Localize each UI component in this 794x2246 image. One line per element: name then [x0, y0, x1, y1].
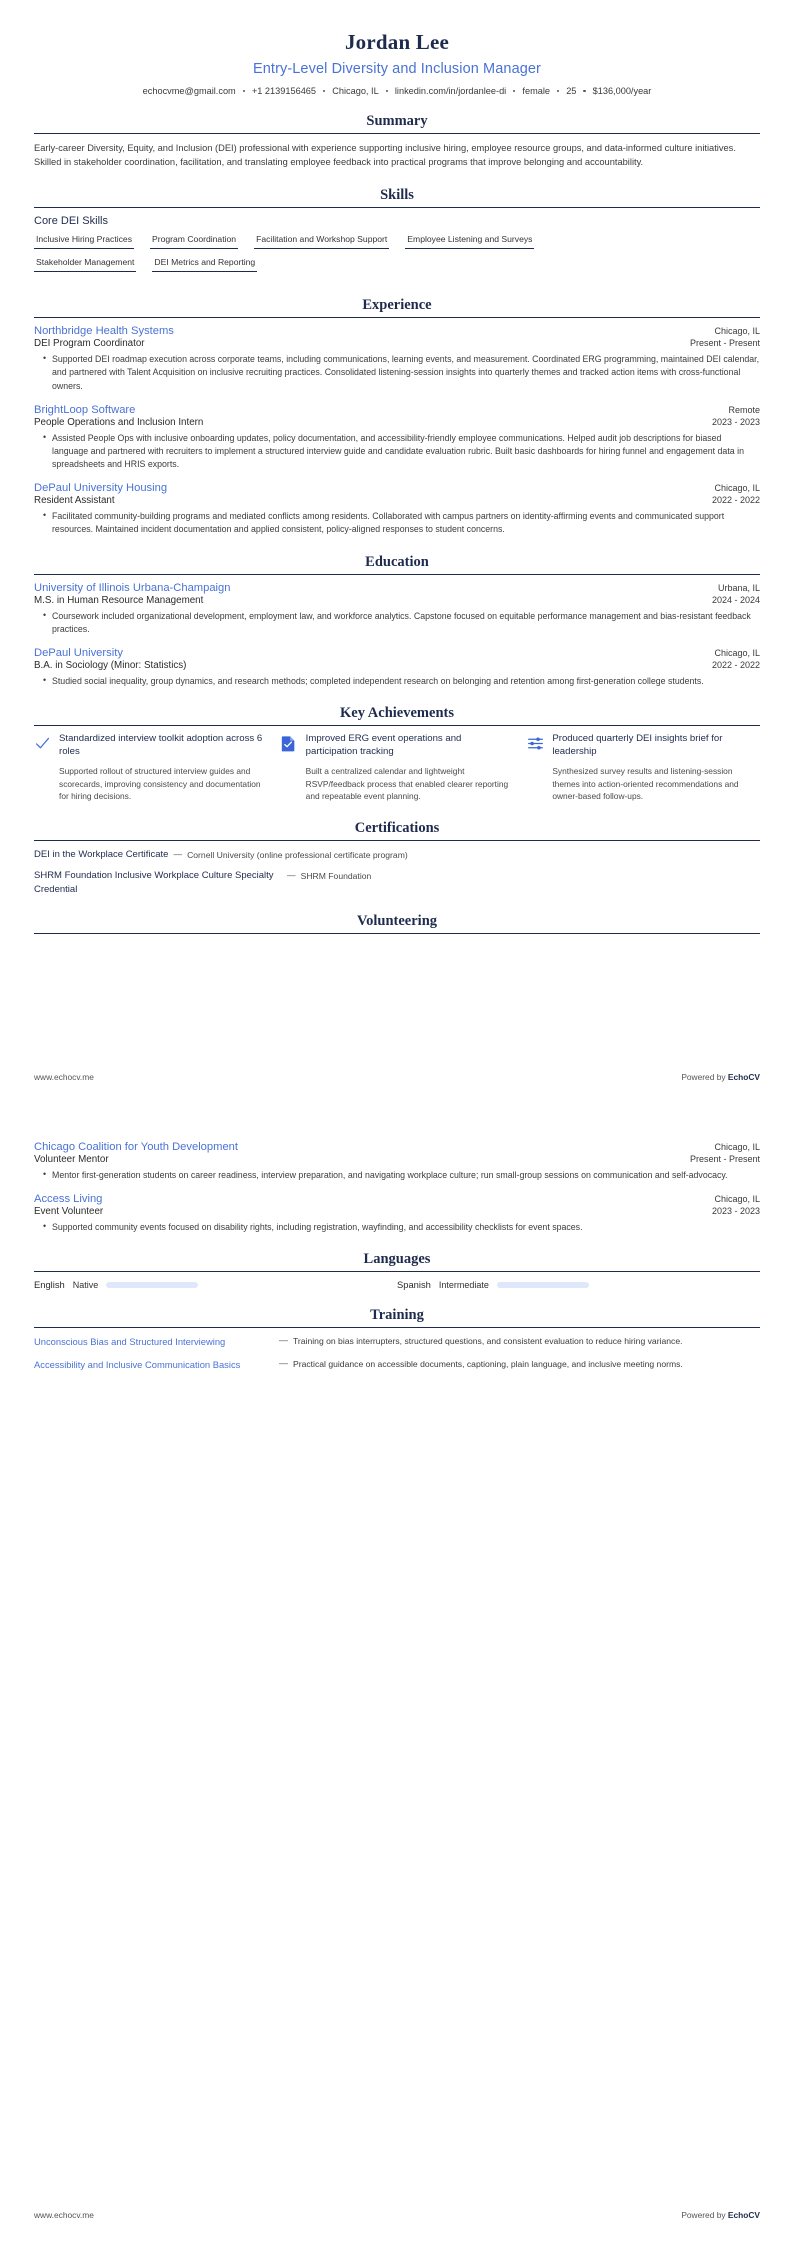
- section-divider: [34, 1327, 760, 1328]
- skill-chip: Employee Listening and Surveys: [405, 234, 534, 249]
- contact-gender: female: [522, 86, 550, 96]
- document-check-icon: [281, 733, 298, 803]
- volunteering-location: Chicago, IL: [714, 1194, 760, 1205]
- experience-role: DEI Program Coordinator: [34, 338, 145, 350]
- education-location: Urbana, IL: [717, 582, 760, 593]
- training-description: Training on bias interrupters, structured questions, and consistent evaluation to reduce hiring variance.: [293, 1336, 683, 1347]
- bullet-item: • Assisted People Ops with inclusive onboarding updates, policy documentation, and accessibility-friendly employee communications. Helped audit job descriptions for biased language and partnered with recruiters to implement a structured interview guide and candidate evaluation rubric. Built basic dashboards for hiring funnel and engagement data in spreadsheets and HRIS exports.: [45, 432, 760, 472]
- volunteering-organization[interactable]: Chicago Coalition for Youth Development: [34, 1141, 238, 1153]
- languages-list: [34, 1279, 760, 1290]
- language-level: Native: [72, 1279, 99, 1290]
- sliders-icon: [527, 733, 544, 803]
- education-location: Chicago, IL: [714, 648, 760, 659]
- experience-company[interactable]: DePaul University Housing: [34, 482, 168, 495]
- achievement-title: Improved ERG event operations and participation tracking: [305, 733, 462, 758]
- skill-chip: Stakeholder Management: [34, 257, 136, 272]
- language-name: Spanish: [397, 1279, 431, 1291]
- section-education: [34, 554, 760, 689]
- section-title-experience: Experience: [362, 297, 432, 314]
- page-footer: [34, 1062, 760, 1082]
- training-description: Practical guidance on accessible documents, captioning, plain language, and inclusive meeting norms.: [293, 1358, 683, 1369]
- achievement-description: Supported rollout of structured interview guides and scorecards, improving consistency and documentation for hiring decisions.: [59, 766, 261, 802]
- language-name: English: [34, 1279, 65, 1291]
- experience-dates: 2022 - 2022: [711, 495, 760, 506]
- volunteering-dates: Present - Present: [689, 1154, 760, 1164]
- footer-branding: [681, 2210, 760, 2220]
- footer-website[interactable]: www.echocv.me: [34, 1072, 94, 1082]
- achievement-title: Produced quarterly DEI insights brief for leadership: [552, 733, 723, 758]
- education-degree: B.A. in Sociology (Minor: Statistics): [34, 660, 187, 672]
- certification-item: [34, 869, 760, 896]
- training-dash: —: [279, 1357, 288, 1368]
- training-dash: —: [279, 1335, 288, 1346]
- footer-brand-name: EchoCV: [727, 2210, 760, 2220]
- check-icon: [34, 733, 51, 803]
- experience-location: Chicago, IL: [714, 483, 760, 494]
- certification-dash: —: [173, 848, 183, 859]
- candidate-job-title: Entry-Level Diversity and Inclusion Manager: [253, 61, 541, 77]
- section-title-key-achievements: Key Achievements: [340, 705, 454, 722]
- experience-company[interactable]: BrightLoop Software: [34, 403, 136, 416]
- section-title-skills: Skills: [380, 186, 414, 203]
- section-divider: [34, 574, 760, 575]
- section-title-languages: Languages: [363, 1251, 431, 1268]
- volunteering-bullets: [34, 1221, 760, 1234]
- section-volunteering-heading: [34, 913, 760, 934]
- contact-line: [34, 86, 760, 96]
- section-title-education: Education: [365, 553, 429, 570]
- volunteering-location: Chicago, IL: [714, 1142, 760, 1152]
- education-entry: [34, 582, 760, 636]
- experience-entry: [34, 482, 760, 536]
- contact-location: Chicago, IL: [332, 86, 379, 96]
- education-degree: M.S. in Human Resource Management: [34, 594, 204, 606]
- section-divider: [34, 207, 760, 208]
- contact-salary: $136,000/year: [592, 86, 652, 96]
- section-summary: [34, 113, 760, 170]
- section-title-summary: Summary: [366, 113, 428, 129]
- volunteering-dates: 2023 - 2023: [711, 1206, 760, 1217]
- experience-role: Resident Assistant: [34, 495, 115, 507]
- experience-location: Remote: [728, 404, 760, 415]
- skills-list: [34, 257, 760, 280]
- candidate-name: Jordan Lee: [344, 30, 450, 54]
- certification-issuer: Cornell University (online professional certificate program): [187, 849, 408, 860]
- experience-entry: [34, 404, 760, 472]
- training-item: [34, 1358, 760, 1371]
- contact-email[interactable]: echocvme@gmail.com: [142, 86, 236, 96]
- bullet-item: • Facilitated community-building programs and mediated conflicts among residents. Collaborated with campus partners on identity-affirming events and communicated support resources. Maintained incident documentation and applied consistent, policy-aligned responses to student concerns.: [45, 510, 760, 536]
- education-entry: [34, 647, 760, 688]
- skills-category-label: Core DEI Skills: [34, 214, 108, 227]
- section-divider: [34, 1271, 760, 1272]
- language-proficiency-bar: [106, 1282, 198, 1288]
- certification-item: [34, 848, 760, 861]
- language-item: [397, 1279, 760, 1290]
- education-dates: 2024 - 2024: [711, 594, 760, 605]
- section-experience: [34, 297, 760, 537]
- volunteering-entry: [34, 1141, 760, 1182]
- key-achievements-grid: [34, 733, 760, 803]
- experience-role: People Operations and Inclusion Intern: [34, 416, 204, 428]
- certification-dash: —: [287, 870, 296, 881]
- contact-linkedin[interactable]: linkedin.com/in/jordanlee-di: [394, 86, 507, 96]
- section-certifications: [34, 820, 760, 896]
- key-achievement-item: [281, 733, 514, 803]
- experience-dates: Present - Present: [689, 338, 760, 349]
- contact-age: 25: [566, 86, 577, 96]
- language-level: Intermediate: [438, 1279, 489, 1290]
- section-volunteering: [34, 1123, 760, 1234]
- key-achievement-item: [34, 733, 267, 803]
- volunteering-organization[interactable]: Access Living: [34, 1193, 103, 1206]
- contact-phone[interactable]: +1 2139156465: [251, 86, 317, 96]
- skills-list: [34, 234, 760, 257]
- bullet-item: • Coursework included organizational development, employment law, and workforce analytics. Capstone focused on equitable performance management and bias-resistant feedback practices.: [45, 610, 760, 636]
- education-dates: 2022 - 2022: [711, 660, 760, 671]
- experience-bullets: [34, 432, 760, 472]
- achievement-title: Standardized interview toolkit adoption across 6 roles: [59, 733, 263, 758]
- skill-chip: Facilitation and Workshop Support: [254, 234, 389, 249]
- achievement-description: Synthesized survey results and listening-session themes into action-oriented recommendations and owner-based follow-ups.: [552, 766, 739, 802]
- key-achievement-item: [527, 733, 760, 803]
- section-skills: [34, 187, 760, 280]
- footer-branding: [681, 1072, 760, 1082]
- footer-website[interactable]: www.echocv.me: [34, 2210, 94, 2220]
- section-divider: [34, 133, 760, 134]
- section-key-achievements: [34, 705, 760, 803]
- footer-powered-label: Powered by: [681, 1072, 728, 1082]
- bullet-item: • Mentor first-generation students on career readiness, interview preparation, and navigating workplace culture; run small-group sessions on communication and self-advocacy.: [45, 1169, 760, 1182]
- education-bullets: [34, 610, 760, 636]
- experience-bullets: [34, 510, 760, 536]
- training-name[interactable]: Accessibility and Inclusive Communication Basics: [34, 1358, 241, 1370]
- section-title-certifications: Certifications: [354, 819, 440, 836]
- language-proficiency-bar: [497, 1282, 589, 1288]
- achievement-description: Built a centralized calendar and lightweight RSVP/feedback process that enabled clearer reporting and repeatable event planning.: [305, 766, 509, 802]
- skill-chip: DEI Metrics and Reporting: [152, 257, 257, 272]
- experience-entry: [34, 325, 760, 393]
- resume-page-2: [0, 1123, 794, 2246]
- skill-chip: Inclusive Hiring Practices: [34, 234, 134, 249]
- section-languages: [34, 1251, 760, 1290]
- experience-company[interactable]: Northbridge Health Systems: [34, 325, 174, 338]
- training-item: [34, 1335, 760, 1348]
- education-school[interactable]: DePaul University: [34, 647, 123, 660]
- certification-name: SHRM Foundation Inclusive Workplace Culture Specialty Credential: [34, 870, 274, 895]
- resume-header: [34, 0, 760, 96]
- bullet-item: • Supported DEI roadmap execution across corporate teams, including communications, learning events, and measurement. Coordinated ERG programming, maintained DEI calendar, and partnered with Talent Acquisition on inclusive recruiting practices. Consolidated listening-session insights into quarterly themes and tracked action items with cross-functional owners.: [45, 353, 760, 393]
- volunteering-role: Event Volunteer: [34, 1206, 104, 1218]
- certification-name: DEI in the Workplace Certificate: [34, 848, 169, 860]
- experience-bullets: [34, 353, 760, 393]
- volunteering-entry: [34, 1193, 760, 1234]
- section-divider: [34, 840, 760, 841]
- volunteering-role: Volunteer Mentor: [34, 1154, 109, 1165]
- certification-issuer: SHRM Foundation: [300, 871, 372, 882]
- section-divider: [34, 933, 760, 934]
- education-school[interactable]: University of Illinois Urbana-Champaign: [34, 581, 231, 594]
- training-name[interactable]: Unconscious Bias and Structured Interviewing: [34, 1336, 226, 1348]
- education-bullets: [34, 675, 760, 688]
- volunteering-bullets: [34, 1169, 760, 1182]
- summary-text: Early-career Diversity, Equity, and Inclusion (DEI) professional with experience supporting inclusive hiring, employee resource groups, and data-informed culture initiatives. Skilled in stakeholder coordination, facilitation, and translating employee feedback into practical programs that improve belonging and accountability.: [34, 143, 736, 168]
- section-title-training: Training: [370, 1307, 424, 1324]
- experience-dates: 2023 - 2023: [711, 416, 760, 427]
- bullet-item: • Studied social inequality, group dynamics, and research methods; completed independent research on belonging and retention among first-generation college students.: [45, 675, 760, 688]
- section-title-volunteering: Volunteering: [356, 912, 438, 929]
- page-footer: [34, 2200, 760, 2220]
- skill-chip: Program Coordination: [150, 234, 238, 249]
- section-training: [34, 1307, 760, 1370]
- language-item: [34, 1279, 397, 1290]
- footer-powered-label: Powered by: [681, 2210, 728, 2220]
- footer-brand-name: EchoCV: [727, 1072, 760, 1082]
- experience-location: Chicago, IL: [714, 326, 760, 337]
- section-divider: [34, 725, 760, 726]
- section-divider: [34, 317, 760, 318]
- bullet-item: • Supported community events focused on disability rights, including registration, wayfinding, and accessibility checklists for event spaces.: [45, 1221, 760, 1234]
